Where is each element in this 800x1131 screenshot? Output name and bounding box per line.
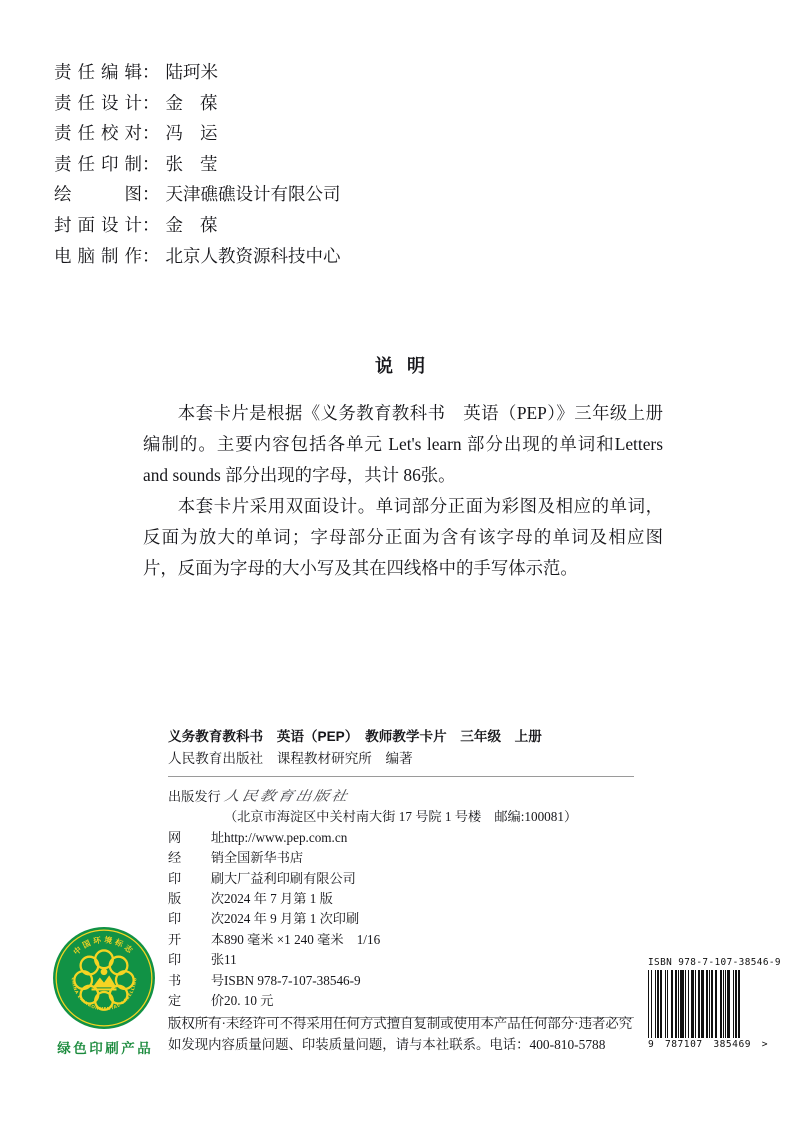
credit-value-part: 运 <box>200 123 218 144</box>
detail-row-format <box>168 930 634 950</box>
detail-label: 开 本 <box>168 931 224 947</box>
credit-value-part: 张 <box>165 153 183 174</box>
detail-value: 全国新华书店 <box>224 850 304 866</box>
detail-row-publisher <box>168 787 634 807</box>
detail-value: 11 <box>224 952 237 968</box>
credit-label: 封 面 设 计 <box>54 214 142 235</box>
credit-value: 天津礁礁设计有限公司 <box>165 184 341 205</box>
credits-block <box>54 57 514 271</box>
barcode-digit-group-left: 9 <box>648 1039 655 1050</box>
detail-value: 20. 10 元 <box>224 993 274 1009</box>
credit-colon: ： <box>142 123 160 144</box>
shuoming-paragraph-1: 本套卡片是根据《义务教育教科书 英语（PEP）》三年级上册编制的。主要内容包括各单元 Let's learn 部分出现的单词和Letters and sounds 部分出现的字母，共计 86张。 <box>143 403 663 485</box>
credit-label: 绘 图 <box>54 184 142 205</box>
detail-label: 印 张 <box>168 952 224 968</box>
publisher-address: （北京市海淀区中关村南大街 17 号院 1 号楼 邮编:100081） <box>224 809 578 825</box>
credit-value <box>166 88 218 119</box>
credit-value <box>166 210 218 241</box>
credit-label: 责 任 编 辑 <box>54 62 142 82</box>
detail-value: 2024 年 9 月第 1 次印刷 <box>224 911 360 927</box>
credit-label: 责 任 印 制 <box>54 153 142 174</box>
credit-row <box>54 241 514 272</box>
eco-label-block <box>42 926 166 1057</box>
barcode-bars <box>648 970 768 1038</box>
barcode-digit-group-mid1: 787107 <box>664 1039 703 1050</box>
credit-label: 责 任 校 对 <box>54 123 142 144</box>
detail-label: 经 销 <box>168 850 224 866</box>
credit-value-part: 金 <box>165 214 183 235</box>
detail-label: 出版发行 <box>168 789 221 804</box>
credit-colon: ： <box>142 92 160 113</box>
colophon-details <box>168 787 634 1011</box>
credit-colon: ： <box>142 62 160 82</box>
detail-row-isbn <box>168 971 634 991</box>
detail-value: ISBN 978-7-107-38546-9 <box>224 972 361 988</box>
credit-value <box>166 118 218 149</box>
china-environmental-labelling-seal-icon <box>52 926 156 1030</box>
shuoming-paragraph-2: 本套卡片采用双面设计。单词部分正面为彩图及相应的单词，反面为放大的单词；字母部分正面为含有该字母的单词及相应图片，反面为字母的大小写及其在四线格中的手写体示范。 <box>143 496 663 578</box>
credit-row <box>54 57 514 88</box>
detail-row-website <box>168 828 634 848</box>
credit-value-part: 葆 <box>200 92 218 113</box>
credit-label: 责 任 设 计 <box>54 92 142 113</box>
detail-label: 网 址 <box>168 829 224 845</box>
credit-row <box>54 118 514 149</box>
barcode-digits <box>648 1039 768 1050</box>
barcode-digit-group-right: > <box>761 1039 768 1050</box>
detail-row-impression <box>168 909 634 929</box>
detail-label: 印 刷 <box>168 870 224 886</box>
detail-label: 印 次 <box>168 911 224 927</box>
credit-colon: ： <box>142 245 160 266</box>
colophon-title: 义务教育教科书 英语（PEP） 教师教学卡片 三年级 上册 <box>168 729 542 744</box>
barcode-digit-group-mid2: 385469 <box>713 1039 751 1050</box>
detail-value: http://www.pep.com.cn <box>224 829 348 845</box>
credit-colon: ： <box>142 153 160 174</box>
credit-colon: ： <box>142 184 160 205</box>
barcode-isbn-text: ISBN 978-7-107-38546-9 <box>648 957 781 968</box>
detail-row-printer <box>168 869 634 889</box>
credit-value <box>166 149 218 180</box>
seal-bottom-text: CHINA ENVIRONMENTAL LABELLING <box>69 977 139 1013</box>
credit-value-part: 葆 <box>200 214 218 235</box>
eco-label-caption: 绿色印刷产品 <box>57 1041 154 1056</box>
publisher-calligraphy-text: 人民教育出版社 <box>222 789 351 805</box>
credit-value: 北京人教资源科技中心 <box>165 245 341 266</box>
credit-row <box>54 210 514 241</box>
detail-label: 版 次 <box>168 891 224 907</box>
credit-colon: ： <box>142 214 160 235</box>
detail-label: 定 价 <box>168 993 224 1009</box>
isbn-barcode-block <box>648 957 781 1050</box>
detail-value: 890 毫米 ×1 240 毫米 1/16 <box>224 931 381 947</box>
detail-row-sheets <box>168 950 634 970</box>
credit-row <box>54 149 514 180</box>
credit-value: 陆珂米 <box>165 62 218 82</box>
seal-top-text: 中国环境标志 <box>71 935 137 957</box>
colophon-subtitle: 人民教育出版社 课程教材研究所 编著 <box>168 751 413 766</box>
detail-row-edition <box>168 889 634 909</box>
credit-value-part: 金 <box>165 92 183 113</box>
divider-top <box>168 776 634 777</box>
detail-row-price <box>168 991 634 1011</box>
copyright-notice <box>168 1013 633 1055</box>
credit-label: 电 脑 制 作 <box>54 245 142 266</box>
copyright-line-2: 如发现内容质量问题、印装质量问题，请与本社联系。电话：400-810-5788 <box>168 1037 606 1052</box>
credit-value-part: 莹 <box>200 153 218 174</box>
publisher-logo <box>224 787 634 807</box>
detail-value: 2024 年 7 月第 1 版 <box>224 891 333 907</box>
section-title-shuoming: 说明 <box>375 356 439 376</box>
credit-row <box>54 88 514 119</box>
detail-value: 大厂益利印刷有限公司 <box>224 870 356 886</box>
credit-row <box>54 179 514 210</box>
copyright-line-1: 版权所有·未经许可不得采用任何方式擅自复制或使用本产品任何部分·违者必究 <box>168 1016 633 1031</box>
colophon-block <box>168 726 634 1018</box>
detail-row-distribution <box>168 848 634 868</box>
shuoming-body <box>143 398 663 584</box>
detail-label: 书 号 <box>168 972 224 988</box>
credit-value-part: 冯 <box>165 123 183 144</box>
